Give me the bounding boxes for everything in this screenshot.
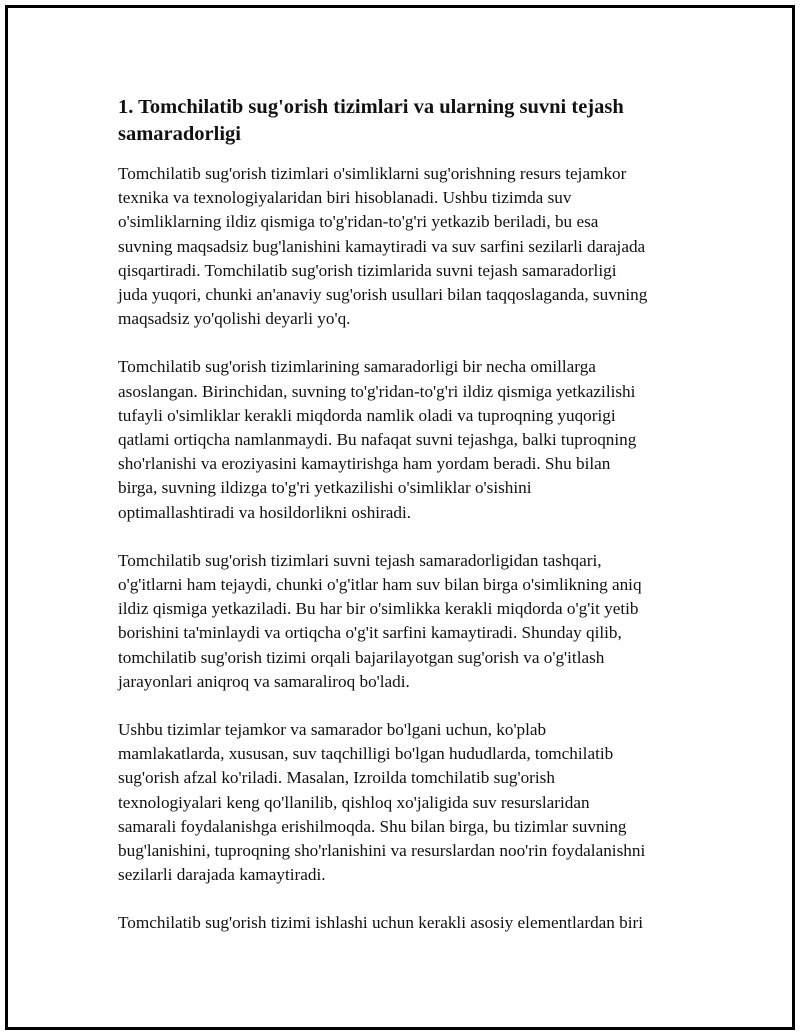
text-line: asoslangan. Birinchidan, suvning to'g'ridan-to'g'ri ildiz qismiga yetkazilishi xyxy=(118,381,636,401)
text-line: texnologiyalari keng qo'llanilib, qishloq xo'jaligida suv resurslaridan xyxy=(118,792,590,812)
paragraph-3 xyxy=(118,549,688,694)
heading-line: 1. Tomchilatib sug'orish tizimlari va ularning suvni tejash xyxy=(118,96,624,118)
paragraph-4 xyxy=(118,718,688,887)
text-line: birga, suvning ildizga to'g'ri yetkazilishi o'simliklar o'sishini xyxy=(118,478,532,498)
heading-line: samaradorligi xyxy=(118,123,241,145)
paragraph-2 xyxy=(118,355,688,524)
text-line: samarali foydalanishga erishilmoqda. Shu bilan birga, bu tizimlar suvning xyxy=(118,816,627,836)
section-heading xyxy=(118,94,688,148)
text-line: qisqartiradi. Tomchilatib sug'orish tizimlarida suvni tejash samaradorligi xyxy=(118,260,617,280)
text-line: suvning maqsadsiz bug'lanishini kamaytiradi va suv sarfini sezilarli darajada xyxy=(118,236,646,256)
text-line: sho'rlanishi va eroziyasini kamaytirishga ham yordam beradi. Shu bilan xyxy=(118,454,611,474)
text-line: Tomchilatib sug'orish tizimlari o'simliklarni sug'orishning resurs tejamkor xyxy=(118,164,627,183)
paragraph-1 xyxy=(118,162,688,331)
document-body xyxy=(118,94,688,960)
text-line: optimallashtiradi va hosildorlikni oshiradi. xyxy=(118,502,412,522)
text-line: tomchilatib sug'orish tizimi orqali bajarilayotgan sug'orish va o'g'itlash xyxy=(118,647,605,667)
text-line: tufayli o'simliklar kerakli miqdorda namlik oladi va tuproqning yuqorigi xyxy=(118,405,616,425)
text-line: mamlakatlarda, xususan, suv taqchilligi bo'lgan hududlarda, tomchilatib xyxy=(118,744,614,764)
text-line: o'g'itlarni ham tejaydi, chunki o'g'itlar ham suv bilan birga o'simlikning aniq xyxy=(118,575,642,595)
text-line: qatlami ortiqcha namlanmaydi. Bu nafaqat suvni tejashga, balki tuproqning xyxy=(118,430,637,450)
text-line: texnika va texnologiyalaridan biri hisoblanadi. Ushbu tizimda suv xyxy=(118,188,572,208)
text-line: juda yuqori, chunki an'anaviy sug'orish usullari bilan taqqoslaganda, suvning xyxy=(118,285,648,305)
text-line: Tomchilatib sug'orish tizimlarining samaradorligi bir necha omillarga xyxy=(118,357,596,377)
text-line: bug'lanishini, tuproqning sho'rlanishini va resurslardan noo'rin foydalanishni xyxy=(118,841,646,861)
paragraph-5 xyxy=(118,911,688,935)
text-line: o'simliklarning ildiz qismiga to'g'ridan-to'g'ri yetkazib beriladi, bu esa xyxy=(118,212,599,232)
text-line: Tomchilatib sug'orish tizimlari suvni tejash samaradorligidan tashqari, xyxy=(118,550,602,570)
text-line: sug'orish afzal ko'riladi. Masalan, Izroilda tomchilatib sug'orish xyxy=(118,768,555,788)
text-line: borishini ta'minlaydi va ortiqcha o'g'it sarfini kamaytiradi. Shunday qilib, xyxy=(118,623,622,643)
text-line: maqsadsiz yo'qolishi deyarli yo'q. xyxy=(118,309,351,329)
text-line: sezilarli darajada kamaytiradi. xyxy=(118,865,326,885)
text-line: Ushbu tizimlar tejamkor va samarador bo'lgani uchun, ko'plab xyxy=(118,720,547,740)
text-line: Tomchilatib sug'orish tizimi ishlashi uchun kerakli asosiy elementlardan biri xyxy=(118,913,644,933)
text-line: jarayonlari aniqroq va samaraliroq bo'ladi. xyxy=(118,671,410,691)
text-line: ildiz qismiga yetkaziladi. Bu har bir o'simlikka kerakli miqdorda o'g'it yetib xyxy=(118,599,639,619)
